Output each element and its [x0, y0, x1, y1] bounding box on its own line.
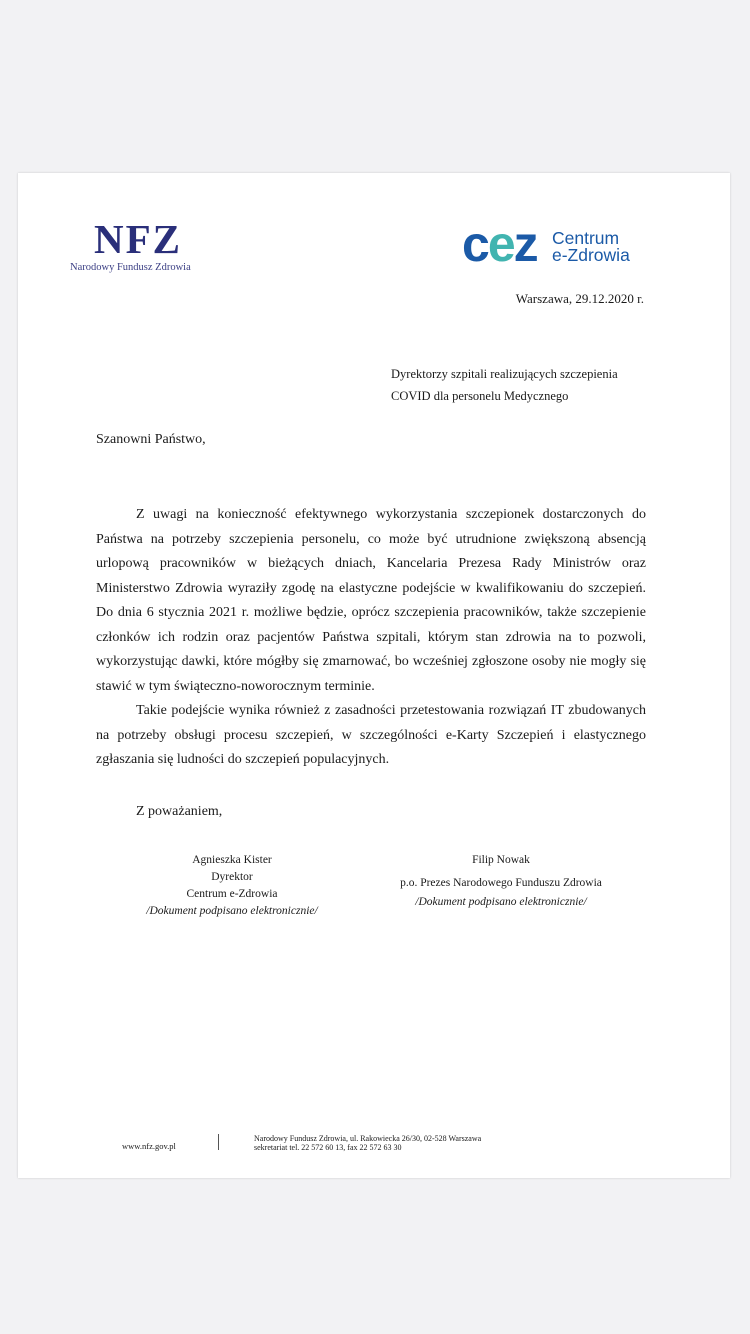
letter-page: [18, 173, 730, 1178]
cez-name-line1: Centrum: [552, 228, 620, 248]
footer-divider: [218, 1134, 219, 1150]
cez-name-line2: e-Zdrowia: [552, 245, 630, 265]
recipient-line2: COVID dla personelu Medycznego: [391, 389, 569, 403]
footer-address: [254, 1134, 481, 1152]
signer-org: Centrum e-Zdrowia: [186, 888, 278, 900]
body-paragraph-2: Takie podejście wynika również z zasadności przetestowania rozwiązań IT zbudowanych na potrzeby obsługi procesu szczepień, w szczególności e-Karty Szczepień i elastycznego zgłaszania się ludności do szczepień populacyjnych.: [96, 703, 646, 767]
cez-logo-z: z: [513, 216, 537, 272]
closing: Z poważaniem,: [136, 804, 223, 819]
signature-right: [376, 852, 626, 911]
signature-left: [132, 852, 332, 920]
nfz-logo: NFZ: [94, 216, 182, 262]
letter-date: Warszawa, 29.12.2020 r.: [515, 291, 644, 306]
signature-note: /Dokument podpisano elektronicznie/: [146, 905, 318, 917]
cez-logo-c: c: [462, 216, 488, 272]
signer-name: Agnieszka Kister: [192, 854, 272, 866]
signer-name: Filip Nowak: [472, 854, 530, 866]
cez-name: [552, 230, 630, 264]
greeting: Szanowni Państwo,: [96, 432, 206, 447]
signer-title: p.o. Prezes Narodowego Funduszu Zdrowia: [400, 877, 602, 889]
body-paragraph-1: Z uwagi na konieczność efektywnego wykorzystania szczepionek dostarczonych do Państwa na potrzeby szczepienia personelu, co może być utrudnione zwiększoną absencją urlopową pracowników w bieżących dniach, Kancelaria Prezesa Rady Ministrów oraz Ministerstwo Zdrowia wyraziły zgodę na elastyczne podejście w kwalifikowaniu do szczepień. Do dnia 6 stycznia 2021 r. możliwe będzie, oprócz szczepienia pracowników, także szczepienie członków ich rodzin oraz pacjentów Państwa szpitali, którym stan zdrowia na to pozwoli, wykorzystując dawki, które mógłby się zmarnować, bo wcześniej zgłoszone osoby nie mogły się stawić w tym świąteczno-noworocznym terminie.: [96, 507, 646, 694]
footer-website: www.nfz.gov.pl: [122, 1141, 176, 1151]
signature-note: /Dokument podpisano elektronicznie/: [415, 896, 587, 908]
cez-logo-e: e: [487, 216, 514, 272]
recipient-block: [391, 363, 618, 407]
footer-address-line: Narodowy Fundusz Zdrowia, ul. Rakowiecka 26/30, 02-528 Warszawa: [254, 1134, 482, 1143]
cez-logo: [462, 216, 537, 272]
nfz-name: Narodowy Fundusz Zdrowia: [70, 262, 191, 273]
recipient-line1: Dyrektorzy szpitali realizujących szczepienia: [391, 367, 618, 381]
letter-body: [96, 503, 646, 773]
signer-title: Dyrektor: [211, 871, 253, 883]
footer-contact-line: sekretariat tel. 22 572 60 13, fax 22 572 63 30: [254, 1143, 402, 1152]
